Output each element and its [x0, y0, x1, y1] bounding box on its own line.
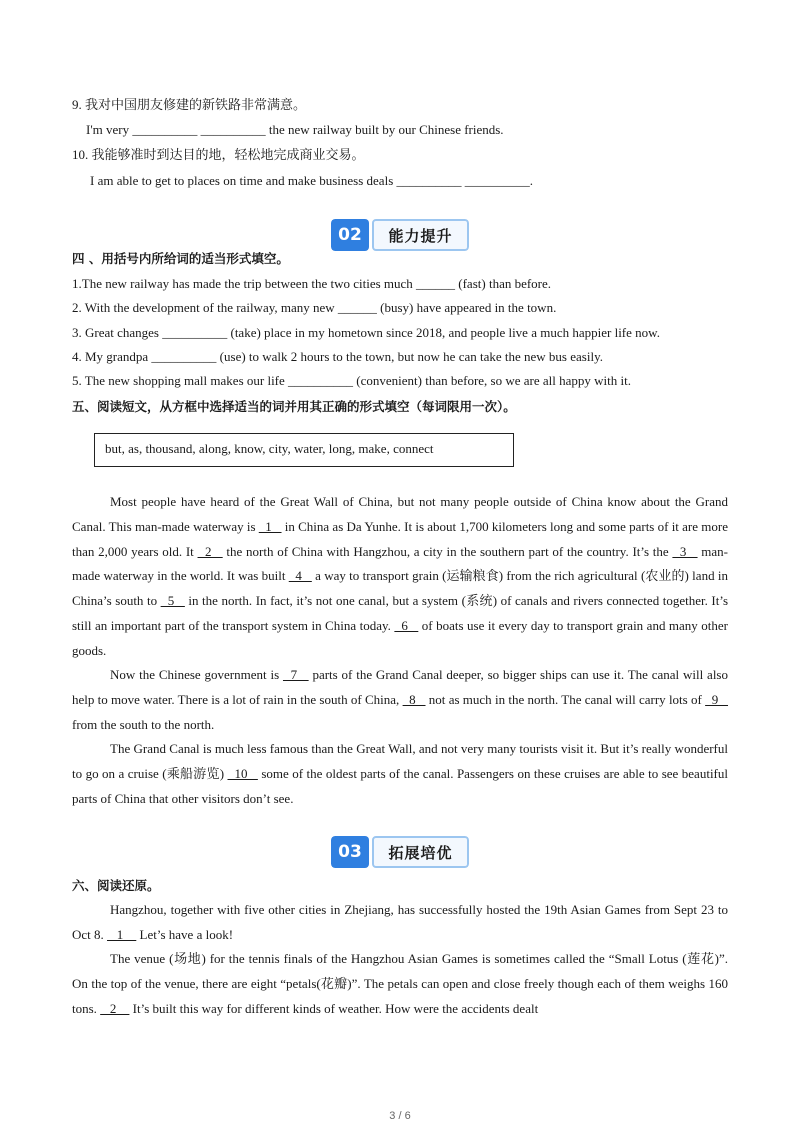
q9-blank-2[interactable]: __________ — [200, 122, 266, 137]
part6-blank-2[interactable]: 2 — [100, 1000, 130, 1016]
part4-item-5: 5. The new shopping mall makes our life __________ (convenient) than before, so we are all happy with it. — [72, 373, 631, 388]
blank-3[interactable]: 3 — [672, 543, 698, 559]
question-10-chinese: 10. 我能够准时到达目的地，轻松地完成商业交易。 — [72, 147, 365, 162]
part4-heading: 四 、用括号内所给词的适当形式填空。 — [72, 251, 289, 266]
part6-blank-1[interactable]: 1 — [107, 926, 137, 942]
section-number: 02 — [331, 219, 369, 251]
part4-item-4: 4. My grandpa __________ (use) to walk 2 hours to the town, but now he can take the new bus easily. — [72, 349, 603, 364]
q10-blank-1[interactable]: __________ — [396, 173, 462, 188]
part5-paragraph-3: The Grand Canal is much less famous than the Great Wall, and not very many tourists visit it. But it’s really wonderful to go on a cruise (乘船游览) 10 some of the oldest parts of the canal. Passengers on these cruises are able to see beautiful parts of China that other visitors don’t see. — [72, 741, 728, 806]
q10-text-b: . — [529, 173, 533, 188]
q10-blank-2[interactable]: __________ — [464, 173, 530, 188]
q9-text-b: the new railway built by our Chinese friends. — [265, 122, 504, 137]
blank-1[interactable]: 1 — [258, 518, 282, 534]
q9-text-a: I'm very — [86, 122, 133, 137]
question-9-chinese: 9. 我对中国朋友修建的新铁路非常满意。 — [72, 97, 307, 112]
part6-paragraph-1: Hangzhou, together with five other cities in Zhejiang, has successfully hosted the 19th Asian Games from Sept 23 to Oct 8. 1 Let’s have a look! — [72, 902, 728, 942]
blank-8[interactable]: 8 — [402, 691, 426, 707]
part6-heading: 六、阅读还原。 — [72, 878, 160, 893]
part5-paragraph-1: Most people have heard of the Great Wall of China, but not many people outside of China know about the Grand Canal. This man-made waterway is 1 in China as Da Yunhe. It is about 1,700 kilometers long and some parts of it are more than 2,000 years old. It 2 the north of China with Hangzhou, a city in the southern part of the country. It’s the 3 man-made waterway in the world. It was built 4 a way to transport grain (运输粮食) from the rich agricultural (农业的) land in China’s south to 5 in the north. In fact, it’s not one canal, but a system (系统) of canals and rivers connected together. It’s still an important part of the transport system in China today. 6 of boats use it every day to transport grain and many other goods. — [72, 494, 729, 658]
section-badge-02 — [331, 219, 469, 251]
part6-paragraph-2: The venue (场地) for the tennis finals of the Hangzhou Asian Games is sometimes called the “Small Lotus (莲花)”. On the top of the venue, there are eight “petals(花瓣)”. The petals can open and close freely though each of them weighs 160 tons. 2 It’s built this way for different kinds of weather. How were the accidents dealt — [72, 951, 728, 1016]
q9-blank-1[interactable]: __________ — [132, 122, 198, 137]
page-number: 3 / 6 — [389, 1110, 411, 1122]
question-10-english — [90, 173, 746, 189]
part4-item-1: 1.The new railway has made the trip between the two cities much ______ (fast) than before. — [72, 276, 552, 291]
blank-10[interactable]: 10 — [227, 765, 258, 781]
word-box: but, as, thousand, along, know, city, water, long, make, connect — [94, 433, 514, 467]
blank-2[interactable]: 2 — [197, 543, 223, 559]
blank-7[interactable]: 7 — [282, 667, 309, 682]
section-badge-03 — [331, 836, 469, 868]
section-number: 03 — [331, 836, 369, 868]
part5-paragraph-2: Now the Chinese government is 7 parts of the Grand Canal deeper, so bigger ships can use it. The canal will also help to move water. There is a lot of rain in the south of China, 8 not as much in the north. The canal will carry lots of 9 from the south to the north. — [72, 667, 729, 732]
q10-text-a: I am able to get to places on time and make business deals — [90, 173, 397, 188]
blank-5[interactable]: 5 — [160, 593, 185, 609]
section-title: 能力提升 — [372, 219, 469, 251]
section-title: 拓展培优 — [372, 836, 469, 868]
blank-6[interactable]: 6 — [394, 617, 419, 633]
part5-heading: 五、阅读短文，从方框中选择适当的词并用其正确的形式填空（每词限用一次）。 — [72, 399, 516, 414]
part4-item-2: 2. With the development of the railway, many new ______ (busy) have appeared in the town. — [72, 300, 557, 315]
blank-4[interactable]: 4 — [288, 568, 312, 584]
part4-item-3: 3. Great changes __________ (take) place in my hometown since 2018, and people live a much happier life now. — [72, 325, 660, 340]
blank-9[interactable]: 9 — [705, 691, 729, 707]
question-9-english — [86, 122, 742, 138]
